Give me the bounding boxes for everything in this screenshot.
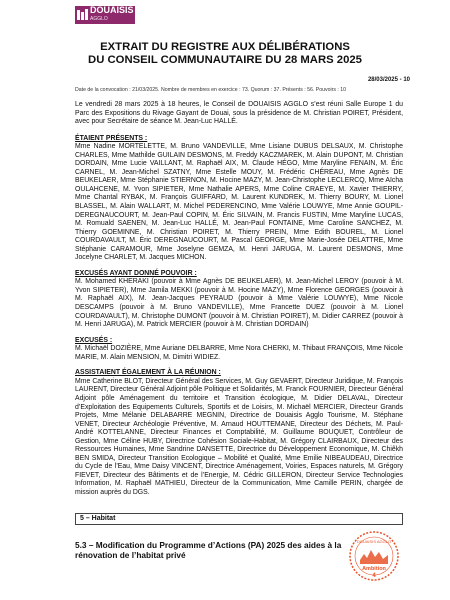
excuses-pouvoir-block bbox=[75, 270, 403, 330]
deliberation-reference: 28/03/2025 - 10 bbox=[367, 77, 410, 83]
section-heading: 5 – Habitat bbox=[75, 513, 403, 525]
subsection-title: 5.3 – Modification du Programme d’Actions (PA) 2025 des aides à la rénovation de l’habitat privé bbox=[75, 540, 342, 560]
ambition-badge-icon bbox=[348, 530, 400, 582]
presents-block bbox=[75, 135, 403, 263]
presents-label: ÉTAIENT PRÉSENTS : bbox=[75, 134, 148, 142]
badge-top-text: DOUAISIS AGGLO bbox=[356, 539, 392, 544]
convocation-info: Date de la convocation : 21/03/2025. Nombre de membres en exercice : 73. Quorum : 37. Présents : 56. Pouvoirs : 10 bbox=[75, 87, 347, 93]
intro-paragraph: Le vendredi 28 mars 2025 à 18 heures, le Conseil de DOUAISIS AGGLO s’est réuni Salle Europe 1 du Parc des Expositions du Rivage Gayant de Douai, sous la présidence de M. Christian POIRET, Président, avec pour Secrétaire de séance M. Jean-Luc HALLÉ. bbox=[75, 101, 403, 126]
document-title-line1: EXTRAIT DU REGISTRE AUX DÉLIBÉRATIONS bbox=[100, 41, 350, 53]
excuses-list: M. Michaël DOZIÈRE, Mme Auriane DELBARRE, Mme Nora CHERKI, M. Thibaut FRANÇOIS, Mme Nicole MARIE, M. Alain MENSION, M. Dimitri WIDIEZ. bbox=[75, 345, 403, 361]
presents-list: Mme Nadine MORTELETTE, M. Bruno VANDEVILLE, Mme Lisiane DUBUS DELSAUX, M. Christophe CHARLES, Mme Mathilde GUILAIN DESMONS, M. Freddy KACZMAREK, M. Alain DUPONT, M. Christian DORDAIN, Mme Lucie VAILLANT, M. Raphaël AIX, M. Claude HÉGO, Mme Maryline FENAIN, M. Éric CARNEL, M. Jean-Michel SZATNY, Mme Estelle MOUY, M. Frédéric CHÉREAU, Mme Agnès DE BEUKELAER, Mme Stéphanie STIERNON, M. Hocine MAZY, M. Jean-Christophe LECLERCQ, Mme Aïcha OULAHCENE, M. Yvon SIPIETER, Mme Nathalie APERS, Mme Coline CRAEYE, M. Xavier THIERRY, Mme Chantal RYBAK, M. François GUIFFARD, M. Laurent KUNDREK, M. Thierry BOURY, M. Lionel BLASSEL, M. Alain WALLART, M. Michel PEDERENCINO, Mme Valérie LOUWYE, Mme Annie GOUPIL-DEREGNAUCOURT, M. Jean-Paul COPIN, M. Éric SILVAIN, M. Francis FUSTIN, Mme Maryline LUCAS, M. Romuald SAENEN, M. Jean-Luc HALLÉ, M. Jean-Paul FONTAINE, Mme Caroline SANCHEZ, M. Thierry GOEMINNE, M. Christian POIRET, M. Thierry PREIN, Mme Edith BOUREL, M. Lionel COURDAVAULT, M. Éric DEREGNAUCOURT, M. Pascal GEORGE, Mme Marie-Josée DELATTRE, Mme Stéphanie CARAMOUR, Mme Joselyne GEMZA, M. Henri JARUGA, M. Laurent DESMONS, Mme Jocelyne CHARLET, M. Jacques MICHON. bbox=[75, 143, 403, 262]
logo-sub: AGGLO bbox=[90, 16, 108, 22]
document-title-line2: DU CONSEIL COMMUNAUTAIRE DU 28 MARS 2025 bbox=[88, 54, 362, 66]
excuses-label: EXCUSÉS : bbox=[75, 336, 113, 344]
badge-number: 4 bbox=[372, 573, 376, 579]
logo-name: DOUAISIS bbox=[90, 5, 134, 15]
excuses-pouvoir-list: M. Mohamed KHERAKI (pouvoir à Mme Agnès DE BEUKELAER), M. Jean-Michel LEROY (pouvoir à M. Yvon SIPIETER), Mme Jamila MEKKI (pouvoir à M. Hocine MAZY), Mme Florence GEORGES (pouvoir à M. Raphaël AIX), M. Jean-Jacques PEYRAUD (pouvoir à Mme Valérie LOUWYE), Mme Nicole DESCAMPS (pouvoir à M. Bruno VANDEVILLE), Mme Francette DUEZ (pouvoir à M. Lionel COURDAVAULT), M. Christophe DUMONT (pouvoir à M. Christian POIRET), M. Didier CARREZ (pouvoir à M. Henri JARUGA), M. Patrick MERCIER (pouvoir à M. Christian DORDAIN) bbox=[75, 278, 403, 329]
logo-mark-icon bbox=[77, 9, 88, 21]
excuses-block bbox=[75, 337, 403, 363]
assistaient-list: Mme Catherine BLOT, Directeur Général des Services, M. Guy GEVAERT, Directeur Juridique, M. François LAURENT, Directeur Général Adjoint pôle Politique et Solidarités, M. Franck FOURNIER, Directeur Général Adjoint pôle Aménagement du territoire et Transition écologique, M. Didier DELAVAL, Directeur d’Exploitation des Equipements Culturels, Sportifs et de Loisirs, M. Michaël MERCIER, Directeur Grands Projets, Mme Mélanie DELABARRE MEGNIN, Directrice de Douaisis Agglo Tourisme, M. Stéphane VENET, Directeur Archéologie Préventive, M. Arnaud HOUTTEMANE, Directeur des Déchets, M. Paul-André KOTTELANNE, Directeur Finances et Comptabilité, M. Guillaume BOUQUET, Contrôleur de Gestion, Mme Céline HUBY, Directrice Cohésion Sociale-Habitat, M. Grégory CLAIRBAUX, Directeur des Ressources Humaines, Mme Sandrine DANSETTE, Directrice du Développement Economique, M. Chiêkh BEN SMIDA, Directeur Transition Ecologique – Mobilité et Qualité, Mme Emilie NIBEAUDEAU, Directrice du Cycle de l’Eau, Mme Daisy VINCENT, Directrice Aménagement, Voiries, Espaces naturels, M. Grégory FIEVET, Directeur des Bâtiments et de l’Energie, M. Cédric GILLERON, Directeur Service Technologies Information, M. Raphaël MATHIEU, Directeur de la Communication, Mme Camille PERIN, chargée de mission auprès du DGS. bbox=[75, 377, 403, 496]
assistaient-block bbox=[75, 369, 403, 497]
badge-mid-text: Ambition bbox=[362, 566, 386, 572]
document-body bbox=[75, 101, 403, 505]
douaisis-logo bbox=[75, 6, 135, 24]
assistaient-label: ASSISTAIENT ÉGALEMENT À LA RÉUNION : bbox=[75, 369, 221, 377]
excuses-pouvoir-label: EXCUSÉS AYANT DONNÉ POUVOIR : bbox=[75, 269, 197, 277]
